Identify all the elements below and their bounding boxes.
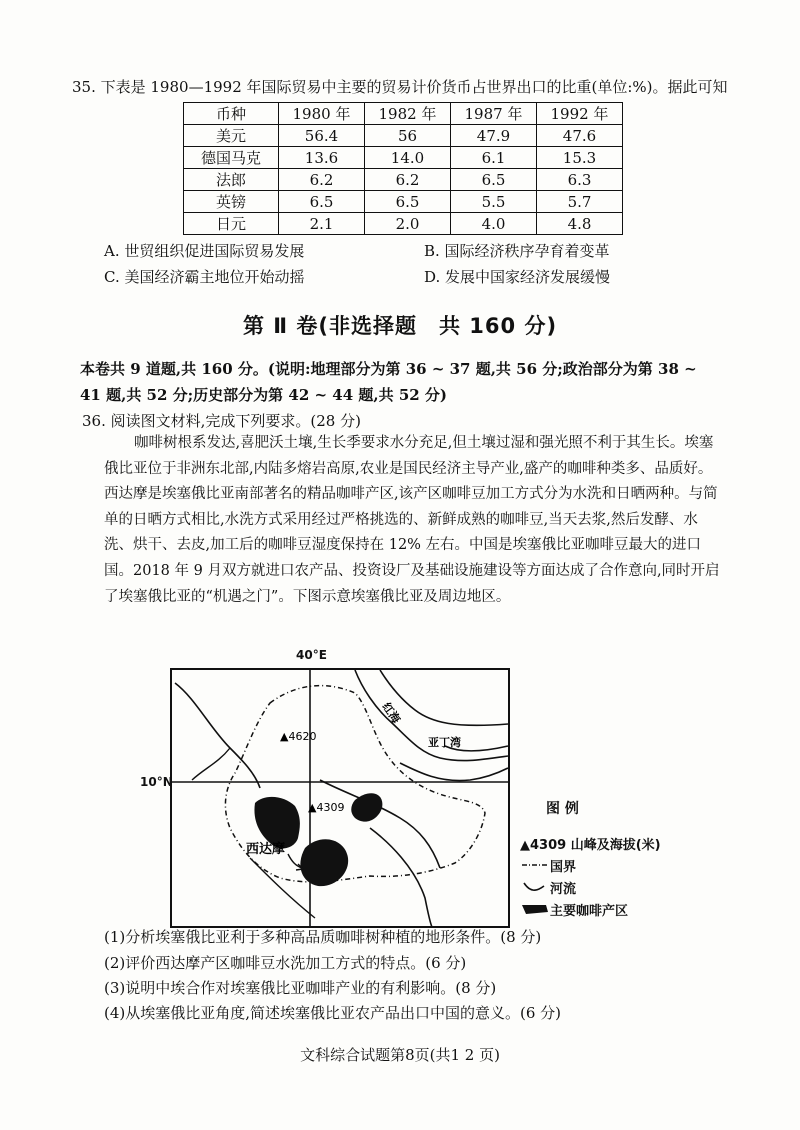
- table-cell: 6.1: [451, 147, 537, 169]
- latitude-label: 10°N: [140, 775, 173, 789]
- border-line-icon: [520, 860, 550, 870]
- table-cell: 日元: [184, 213, 279, 235]
- table-cell: 5.5: [451, 191, 537, 213]
- section-intro: 本卷共 9 道题,共 160 分。(说明:地理部分为第 36 ~ 37 题,共 56 分;政治部分为第 38 ~ 41 题,共 52 分;历史部分为第 42 ~ 44 题,共 52 分): [80, 360, 697, 404]
- longitude-label: 40°E: [296, 648, 327, 662]
- map-frame: [171, 669, 509, 927]
- peak-4620: ▲4620: [280, 730, 317, 743]
- coffee-area-icon: [520, 902, 550, 916]
- table-cell: 6.2: [279, 169, 365, 191]
- table-header: 1982 年: [365, 103, 451, 125]
- q35-option-d[interactable]: D. 发展中国家经济发展缓慢: [424, 268, 611, 286]
- table-cell: 6.3: [537, 169, 623, 191]
- table-cell: 英镑: [184, 191, 279, 213]
- table-header: 1987 年: [451, 103, 537, 125]
- table-cell: 6.5: [279, 191, 365, 213]
- table-header-row: [184, 103, 623, 125]
- legend-coffee: 主要咖啡产区: [520, 898, 661, 920]
- table-cell: 14.0: [365, 147, 451, 169]
- q35-option-c[interactable]: C. 美国经济霸主地位开始动摇: [104, 268, 305, 286]
- river-icon: [520, 880, 550, 894]
- table-row: [184, 213, 623, 235]
- table-row: [184, 191, 623, 213]
- q35-stem: 35. 下表是 1980—1992 年国际贸易中主要的贸易计价货币占世界出口的比重(单位:%)。据此可知: [72, 78, 728, 96]
- section-title: 第 Ⅱ 卷(非选择题 共 160 分): [242, 314, 558, 338]
- q35-option-b[interactable]: B. 国际经济秩序孕育着变革: [424, 242, 610, 260]
- q36-passage: 咖啡树根系发达,喜肥沃土壤,生长季要求水分充足,但土壤过湿和强光照不利于其生长。埃塞俄比亚位于非洲东北部,内陆多熔岩高原,农业是国民经济主导产业,盛产的咖啡种类多、品质好。西达摩是埃塞俄比亚南部著名的精品咖啡产区,该产区咖啡豆加工方式分为水洗和日晒两种。与简单的日晒方式相比,水洗方式采用经过严格挑选的、新鲜成熟的咖啡豆,当天去浆,然后发酵、水洗、烘干、去皮,加工后的咖啡豆湿度保持在 12% 左右。中国是埃塞俄比亚咖啡豆最大的进口国。2018 年 9 月双方就进口农产品、投资设厂及基础设施建设等方面达成了合作意向,同时开启了埃塞俄比亚的“机遇之门”。下图示意埃塞俄比亚及周边地区。: [104, 435, 720, 605]
- gulf-aden-label: 亚丁湾: [428, 736, 461, 749]
- legend-border: 国界: [520, 854, 661, 876]
- red-sea-label: 红海: [379, 700, 403, 726]
- table-row: [184, 147, 623, 169]
- page-footer: 文科综合试题第8页(共1 2 页): [300, 1046, 500, 1064]
- table-cell: 56: [365, 125, 451, 147]
- q36-sub2: (2)评价西达摩产区咖啡豆水洗加工方式的特点。(6 分): [104, 954, 467, 972]
- table-cell: 47.9: [451, 125, 537, 147]
- table-header: 1980 年: [279, 103, 365, 125]
- legend-river: 河流: [520, 876, 661, 898]
- table-cell: 13.6: [279, 147, 365, 169]
- table-cell: 2.1: [279, 213, 365, 235]
- table-cell: 法郎: [184, 169, 279, 191]
- legend-title: 图 例: [546, 801, 579, 817]
- table-header: 币种: [184, 103, 279, 125]
- ethiopia-map: [170, 668, 510, 928]
- table-cell: 4.0: [451, 213, 537, 235]
- currency-share-table: [183, 102, 623, 235]
- map-legend: [520, 798, 661, 920]
- sidamo-label: 西达摩: [246, 842, 286, 857]
- table-cell: 美元: [184, 125, 279, 147]
- table-cell: 6.5: [451, 169, 537, 191]
- q36-sub1: (1)分析埃塞俄比亚利于多种高品质咖啡树种植的地形条件。(8 分): [104, 928, 542, 946]
- table-cell: 56.4: [279, 125, 365, 147]
- q35-option-a[interactable]: A. 世贸组织促进国际贸易发展: [104, 242, 305, 260]
- table-row: [184, 125, 623, 147]
- q36-stem: 36. 阅读图文材料,完成下列要求。(28 分): [82, 412, 361, 430]
- peak-4309: ▲4309: [308, 801, 345, 814]
- table-cell: 德国马克: [184, 147, 279, 169]
- table-cell: 2.0: [365, 213, 451, 235]
- table-cell: 6.5: [365, 191, 451, 213]
- table-cell: 47.6: [537, 125, 623, 147]
- legend-peak: ▲4309 山峰及海拔(米): [520, 837, 661, 853]
- table-cell: 15.3: [537, 147, 623, 169]
- table-cell: 4.8: [537, 213, 623, 235]
- q36-sub3: (3)说明中埃合作对埃塞俄比亚咖啡产业的有利影响。(8 分): [104, 979, 497, 997]
- table-header: 1992 年: [537, 103, 623, 125]
- table-cell: 6.2: [365, 169, 451, 191]
- table-row: [184, 169, 623, 191]
- table-cell: 5.7: [537, 191, 623, 213]
- q36-sub4: (4)从埃塞俄比亚角度,简述埃塞俄比亚农产品出口中国的意义。(6 分): [104, 1004, 562, 1022]
